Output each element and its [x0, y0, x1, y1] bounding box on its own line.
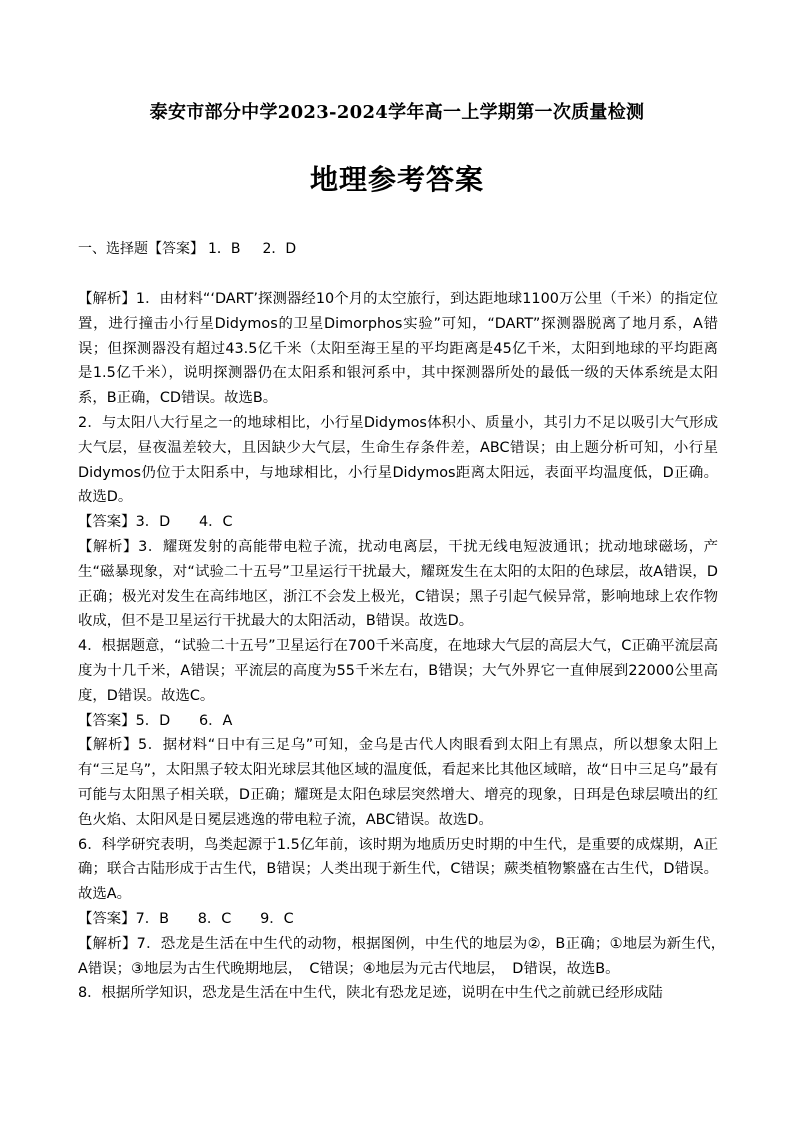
paragraph-analysis-5: 【解析】5．据材料“日中有三足乌”可知，金乌是古代人肉眼看到太阳上有黑点，所以想象太阳上有“三足乌”，太阳黑子较太阳光球层其他区域的温度低，看起来比其他区域暗，故“日中三足乌”最有可能与太阳黑子相关联，D正确；耀斑是太阳色球层突然增大、增亮的现象，日珥是色球层喷出的红色火焰、太阳风是日冕层逃逸的带电粒子流，ABC错误。故选D。: [78, 737, 718, 828]
paragraph-answer-7-9: 【答案】7．B 8．C 9．C: [78, 910, 294, 927]
paragraph-analysis-4: 4．根据题意，“试验二十五号”卫星运行在700千米高度，在地球大气层的高层大气，C正确平流层高度为十几千米，A错误；平流层的高度为55千米左右，B错误；大气外界它一直伸展到22000公里高度，D错误。故选C。: [78, 638, 718, 704]
paragraph-analysis-6: 6．科学研究表明，鸟类起源于1.5亿年前，该时期为地质历史时期的中生代，是重要的成煤期，A正确；联合古陆形成于古生代，B错误；人类出现于新生代，C错误；蕨类植物繁盛在古生代，D错误。故选A。: [78, 836, 718, 903]
paragraph-analysis-1: 【解析】1．由材料“‘DART’探测器经10个月的太空旅行，到达距地球1100万公里（千米）的指定位置，进行撞击小行星Didymos的卫星Dimorphos实验”可知，“DART”探测器脱离了地月系，A错误；但探测器没有超过43.5亿千米（太阳至海王星的平均距离是45亿千米，太阳到地球的平均距离是1.5亿千米），说明探测器仍在太阳系和银河系中，其中探测器所处的最低一级的天体系统是太阳系，B正确，CD错误。故选B。: [78, 291, 718, 407]
paragraph-analysis-2: 2．与太阳八大行星之一的地球相比，小行星Didymos体积小、质量小，其引力不足以吸引大气形成大气层，昼夜温差较大，且因缺少大气层，生命生存条件差，ABC错误；由上题分析可知，小行星Didymos仍位于太阳系中，与地球相比，小行星Didymos距离太阳远，表面平均温度低，D正确。故选D。: [78, 414, 718, 506]
paragraph-answer-5-6: 【答案】5．D 6．A: [78, 712, 233, 729]
paragraph-analysis-8: 8．根据所学知识，恐龙是生活在中生代，陕北有恐龙足迹，说明在中生代之前就已经形成陆: [78, 985, 663, 1002]
paragraph-analysis-3: 【解析】3．耀斑发射的高能带电粒子流，扰动电离层，干扰无线电短波通讯；扰动地球磁场，产生“磁暴现象，对“试验二十五号”卫星运行干扰最大，耀斑发生在太阳的太阳的色球层，故A错误，D正确；极光对发生在高纬地区，浙江不会发上极光，C错误；黑子引起气候异常，影响地球上农作物收成，但不是卫星运行干扰最大的太阳活动，B错误。故选D。: [78, 538, 718, 630]
paragraph-answer-3-4: 【答案】3．D 4．C: [78, 514, 233, 531]
paragraph-analysis-7: 【解析】7．恐龙是生活在中生代的动物，根据图例，中生代的地层为②，B正确；①地层为新生代， A错误；③地层为古生代晚期地层， C错误；④地层为元古代地层， D错误，故选B。: [78, 935, 733, 977]
document-subtitle: 地理参考答案: [309, 163, 484, 196]
document-title: 泰安市部分中学2023-2024学年高一上学期第一次质量检测: [149, 102, 645, 123]
answer-2: 2．D: [262, 241, 297, 257]
answer-1: 1．B: [208, 241, 241, 257]
section-heading: [78, 238, 296, 258]
section-label: 一、选择题【答案】: [78, 241, 204, 257]
answer-body: [78, 287, 733, 1006]
